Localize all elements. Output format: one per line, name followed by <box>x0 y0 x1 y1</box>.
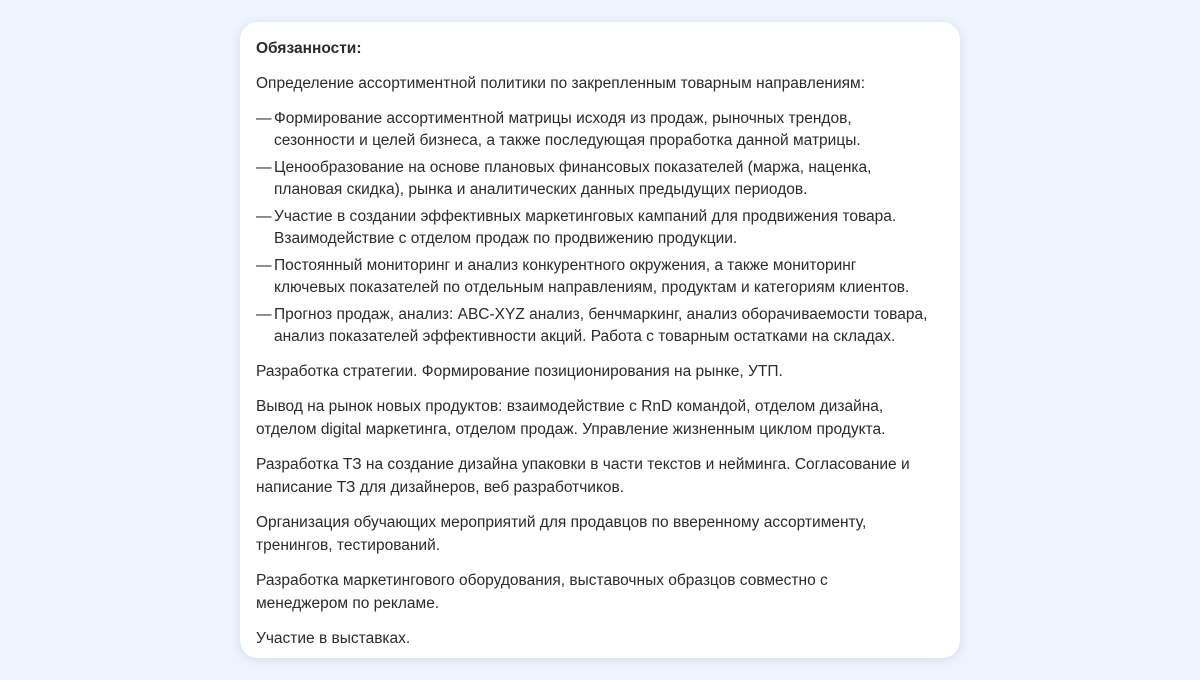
paragraph-exhibitions <box>256 628 948 651</box>
list-item-line: Участие в создании эффективных маркетинговых кампаний для продвижения товара. <box>274 207 897 225</box>
paragraph-new-products <box>256 396 948 441</box>
list-item-line: сезонности и целей бизнеса, а также последующая проработка данной матрицы. <box>274 132 861 149</box>
list-item-line: анализ показателей эффективности акций. Работа с товарным остатками на складах. <box>274 328 896 345</box>
paragraph-line: Разработка стратегии. Формирование позиционирования на рынке, УТП. <box>256 362 783 380</box>
paragraph-equipment <box>256 570 948 615</box>
paragraph-strategy <box>256 361 948 384</box>
intro-text: Определение ассортиментной политики по закрепленным товарным направлениям: <box>256 75 866 92</box>
job-description-card <box>240 22 960 658</box>
list-item-line: Формирование ассортиментной матрицы исходя из продаж, рыночных трендов, <box>274 109 852 127</box>
dash-marker: — <box>256 305 272 323</box>
dash-marker: — <box>256 207 272 225</box>
paragraph-line: Разработка маркетингового оборудования, выставочных образцов совместно с <box>256 572 828 589</box>
list-item-line: Ценообразование на основе плановых финансовых показателей (маржа, наценка, <box>274 158 872 176</box>
dash-marker: — <box>256 158 272 176</box>
list-item <box>256 108 948 153</box>
responsibilities-heading: Обязанности: <box>256 40 362 57</box>
dash-marker: — <box>256 256 272 274</box>
list-item-line: плановая скидка), рынка и аналитических данных предыдущих периодов. <box>274 181 808 198</box>
paragraph-line: тренингов, тестирований. <box>256 536 441 554</box>
paragraph-line: Участие в выставках. <box>256 630 411 647</box>
list-item-line: Прогноз продаж, анализ: ABC-XYZ анализ, бенчмаркинг, анализ оборачиваемости товара, <box>274 305 928 323</box>
list-item <box>256 255 948 300</box>
list-item <box>256 206 948 251</box>
paragraph-line: Разработка ТЗ на создание дизайна упаковки в части текстов и нейминга. Согласование и <box>256 456 910 473</box>
responsibilities-list <box>256 108 948 349</box>
paragraph-packaging-spec <box>256 454 948 499</box>
paragraph-line: отделом digital маркетинга, отделом продаж. Управление жизненным циклом продукта. <box>256 420 886 438</box>
paragraph-line: написание ТЗ для дизайнеров, веб разработчиков. <box>256 478 625 496</box>
list-item-line: Взаимодействие с отделом продаж по продвижению продукции. <box>274 230 738 247</box>
dash-marker: — <box>256 109 272 127</box>
paragraph-line: Организация обучающих мероприятий для продавцов по вверенному ассортименту, <box>256 514 867 531</box>
list-item <box>256 157 948 202</box>
paragraph-line: менеджером по рекламе. <box>256 594 440 612</box>
paragraph-line: Вывод на рынок новых продуктов: взаимодействие с RnD командой, отделом дизайна, <box>256 398 884 415</box>
list-item <box>256 304 948 349</box>
list-item-line: ключевых показателей по отдельным направлениям, продуктам и категориям клиентов. <box>274 279 910 296</box>
list-item-line: Постоянный мониторинг и анализ конкурентного окружения, а также мониторинг <box>274 256 857 274</box>
paragraph-training <box>256 512 948 557</box>
